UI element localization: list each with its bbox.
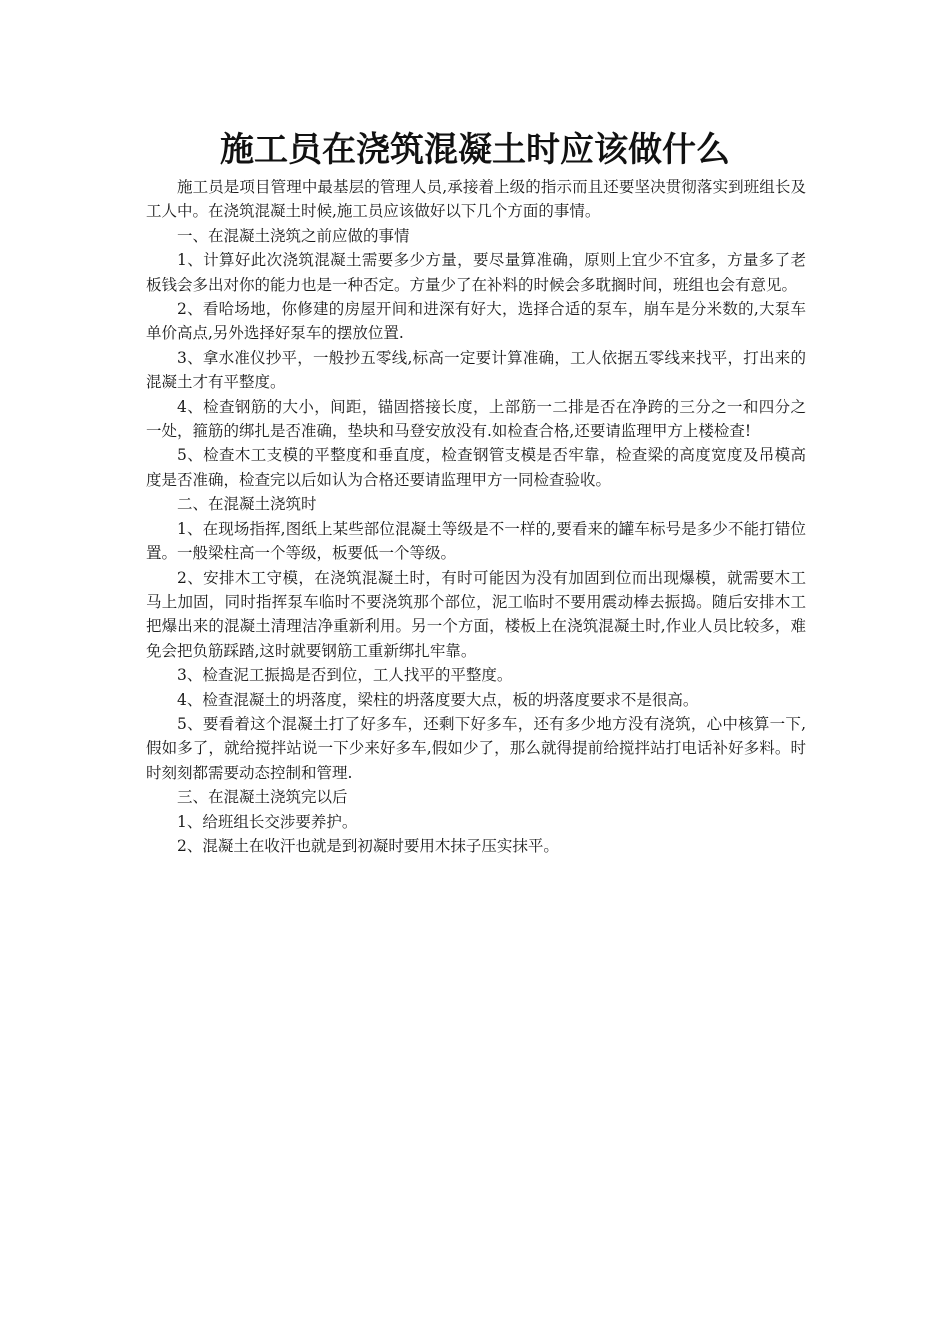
paragraph-before-5: 5、检查木工支模的平整度和垂直度，检查钢管支模是否牢靠，检查梁的高度宽度及吊模高度是否准确，检查完以后如认为合格还要请监理甲方一同检查验收。 [146, 446, 806, 489]
paragraph-before-4: 4、检查钢筋的大小，间距，锚固搭接长度，上部筋一二排是否在净跨的三分之一和四分之一处，箍筋的绑扎是否准确，垫块和马登安放没有.如检查合格,还要请监理甲方上楼检查! [146, 397, 806, 441]
section-heading-after-pouring: 三、在混凝土浇筑完以后 [177, 788, 348, 807]
paragraph-after-2: 2、混凝土在收汗也就是到初凝时要用木抹子压实抹平。 [177, 836, 559, 855]
paragraph-during-5: 5、要看着这个混凝土打了好多车，还剩下好多车，还有多少地方没有浇筑，心中核算一下,假如多了，就给搅拌站说一下少来好多车,假如少了，那么就得提前给搅拌站打电话补好多料。时时刻刻都需要动态控制和管理. [146, 714, 806, 782]
section-heading-during-pouring: 二、在混凝土浇筑时 [177, 495, 317, 514]
paragraph-before-1: 1、计算好此次浇筑混凝土需要多少方量，要尽量算准确，原则上宜少不宜多，方量多了老板钱会多出对你的能力也是一种否定。方量少了在补料的时候会多耽搁时间，班组也会有意见。 [146, 251, 806, 294]
section-heading-before-pouring: 一、在混凝土浇筑之前应做的事情 [177, 226, 410, 245]
paragraph-during-1: 1、在现场指挥,图纸上某些部位混凝土等级是不一样的,要看来的罐车标号是多少不能打错位置。一般梁柱高一个等级，板要低一个等级。 [146, 519, 806, 563]
paragraph-during-3: 3、检查泥工振捣是否到位，工人找平的平整度。 [177, 666, 513, 685]
paragraph-before-2: 2、看哈场地，你修建的房屋开间和进深有好大，选择合适的泵车，崩车是分米数的,大泵车单价高点,另外选择好泵车的摆放位置. [146, 300, 806, 343]
paragraph-during-4: 4、检查混凝土的坍落度，梁柱的坍落度要大点，板的坍落度要求不是很高。 [177, 690, 699, 709]
page-title: 施工员在浇筑混凝土时应该做什么 [220, 130, 730, 170]
paragraph-after-1: 1、给班组长交涉要养护。 [177, 812, 358, 831]
paragraph-before-3: 3、拿水准仪抄平，一般抄五零线,标高一定要计算准确，工人依据五零线来找平，打出来的混凝土才有平整度。 [146, 348, 806, 392]
paragraph-during-2: 2、安排木工守模，在浇筑混凝土时，有时可能因为没有加固到位而出现爆模，就需要木工马上加固，同时指挥泵车临时不要浇筑那个部位，泥工临时不要用震动棒去振捣。随后安排木工把爆出来的混凝土清理洁净重新利用。另一个方面，楼板上在浇筑混凝土时,作业人员比较多，难免会把负筋踩踏,这时就要钢筋工重新绑扎牢靠。 [146, 568, 806, 660]
intro-paragraph: 施工员是项目管理中最基层的管理人员,承接着上级的指示而且还要坚决贯彻落实到班组长及工人中。在浇筑混凝土时候,施工员应该做好以下几个方面的事情。 [146, 178, 806, 221]
document-body [146, 175, 806, 858]
